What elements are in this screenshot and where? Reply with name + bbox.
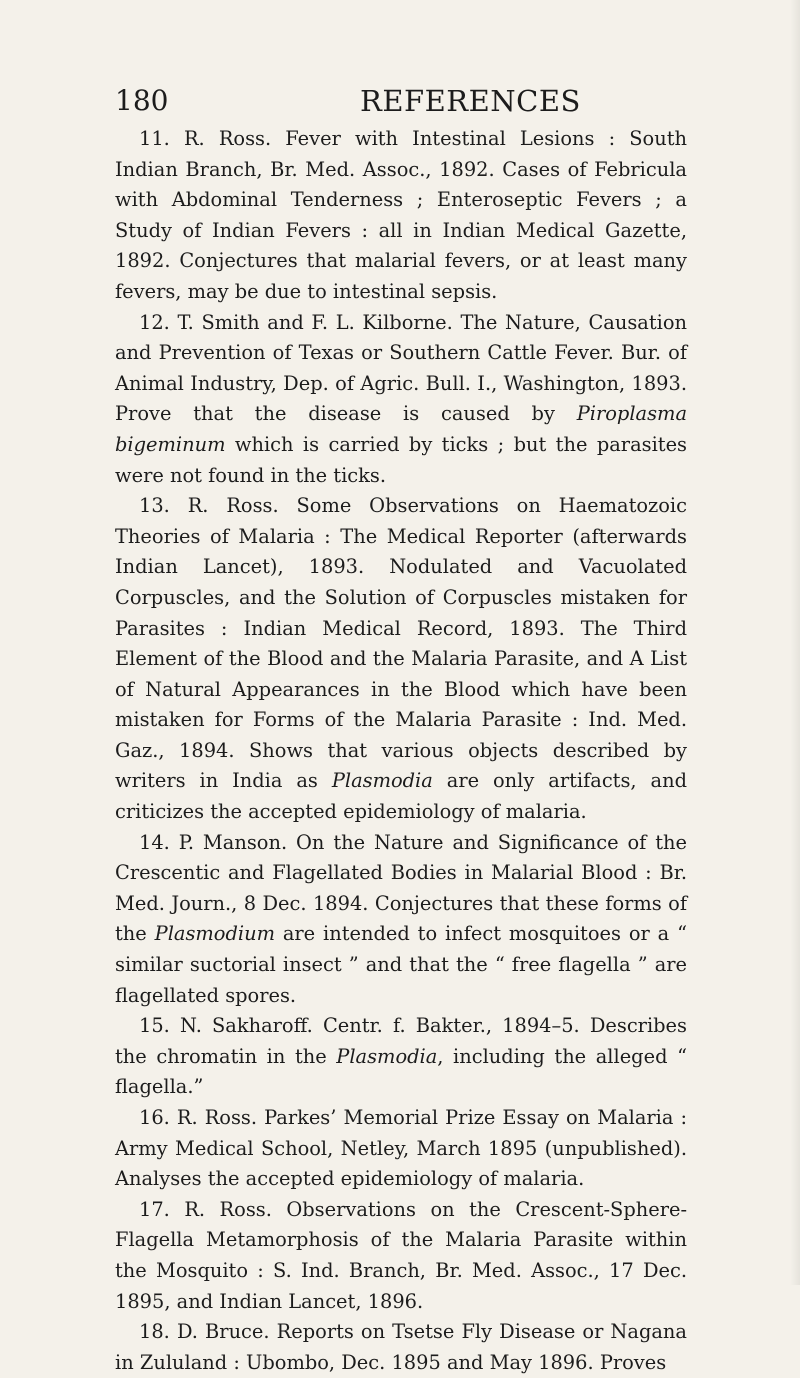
reference-number: 11. xyxy=(139,127,170,150)
reference-number: 14. xyxy=(139,830,170,854)
reference-entry-15 xyxy=(115,1011,687,1103)
reference-number: 16. xyxy=(139,1106,170,1129)
running-title: REFERENCES xyxy=(360,84,581,118)
reference-entry-11 xyxy=(115,124,687,308)
reference-number: 15. xyxy=(139,1014,170,1038)
reference-entry-18 xyxy=(115,1317,687,1378)
reference-number: 12. xyxy=(139,310,170,334)
reference-text-continued: , including the alleged “ flagella.” xyxy=(115,1044,687,1099)
reference-number: 13. xyxy=(139,494,170,518)
page-number: 180 xyxy=(115,84,169,117)
reference-text: P. Manson. On the Nature and Significance of the Crescentic and Flagellated Bodies in Malarial Blood : Br. Med. Journ., 8 Dec. 1894. Conjectures that these forms of the xyxy=(115,830,687,946)
reference-number: 17. xyxy=(139,1197,170,1221)
reference-text: R. Ross. Parkes’ Memorial Prize Essay on Malaria : Army Medical School, Netley, March 1895 (unpublished). Analyses the accepted epidemiology of malaria. xyxy=(115,1106,687,1191)
reference-entry-16 xyxy=(115,1103,687,1195)
genus-name: Plasmodia xyxy=(331,769,433,793)
reference-entry-17 xyxy=(115,1195,687,1317)
reference-entry-12 xyxy=(115,308,687,492)
reference-text: R. Ross. Observations on the Crescent-Sphere-Flagella Metamorphosis of the Malaria Parasite within the Mosquito : S. Ind. Branch, Br. Med. Assoc., 17 Dec. 1895, and Indian Lancet, 1896. xyxy=(115,1197,687,1313)
page-header xyxy=(115,84,685,120)
reference-entry-14 xyxy=(115,828,687,1012)
reference-text: T. Smith and F. L. Kilborne. The Nature, Causation and Prevention of Texas or Southern Cattle Fever. Bur. of Animal Industry, Dep. of Agric. Bull. I., Washington, 1893. Prove that the disease is caused by xyxy=(115,310,687,426)
reference-text: D. Bruce. Reports on Tsetse Fly Disease or Nagana in Zululand : Ubombo, Dec. 1895 and May 1896. Proves xyxy=(115,1320,687,1374)
reference-number: 18. xyxy=(139,1320,170,1344)
reference-entry-13 xyxy=(115,491,687,828)
reference-text: R. Ross. Fever with Intestinal Lesions : South Indian Branch, Br. Med. Assoc., 1892. Cases of Febricula with Abdominal Tenderness ; Enteroseptic Fevers ; a Study of Indian Fevers : all in Indian Medical Gazette, 1892. Conjectures that malarial fevers, or at least many fevers, may be due to intestinal sepsis. xyxy=(115,127,687,303)
genus-name: Plasmodium xyxy=(154,922,275,946)
reference-list xyxy=(115,124,687,1378)
reference-text: R. Ross. Some Observations on Haematozoic Theories of Malaria : The Medical Reporter (afterwards Indian Lancet), 1893. Nodulated and Vacuolated Corpuscles, and the Solution of Corpuscles mistaken for Parasites : Indian Medical Record, 1893. The Third Element of the Blood and the Malaria Parasite, and A List of Natural Appearances in the Blood which have been mistaken for Forms of the Malaria Parasite : Ind. Med. Gaz., 1894. Shows that various objects described by writers in India as xyxy=(115,494,687,793)
reference-text: N. Sakharoff. Centr. f. Bakter., 1894–5. Describes the chromatin in the xyxy=(115,1014,687,1068)
genus-name: Plasmodia xyxy=(336,1044,438,1068)
reference-text-continued: which is carried by ticks ; but the parasites were not found in the ticks. xyxy=(115,432,687,487)
reference-text-continued: are only artifacts, and criticizes the accepted epidemiology of malaria. xyxy=(115,769,687,824)
species-name: Piroplasma bigeminum xyxy=(115,402,687,456)
reference-text-continued: are intended to infect mosquitoes or a “ similar suctorial insect ” and that the “ free flagella ” are flagellated spores. xyxy=(115,922,688,1007)
page-edge-shadow xyxy=(790,0,800,1285)
